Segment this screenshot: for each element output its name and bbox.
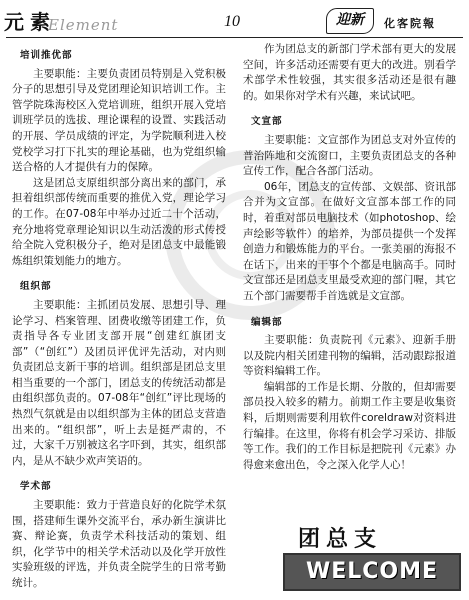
section-paragraph: 编辑部的工作是长期、分散的，但却需要部员投入较多的精力。前期工作主要是收集资料，后期则需要利用软件coreldraw对资料进行编排。在这里，你将有机会学习采访、排版等工作。我们的工作目标是把院刊《元素》办得愈来愈出色，令之深入化学人心！	[243, 380, 456, 471]
header-title-char-1: 元	[4, 10, 24, 34]
section-paragraph: 06年，团总支的宣传部、文娱部、资讯部合并为文宣部。在做好文宣部本部工作的同时，着重对部员电脑技术（如photoshop、绘声绘影等软件）的培养，为部员提供一个发挥创造力和锻炼能力的平台。一张美丽的海报不在话下，出来的干事个个都是电脑高手。同时文宣部还是团总支里最受欢迎的部门喔，其它五个部门需要帮手首选就是文宣部。	[243, 180, 456, 302]
section-paragraph: 主要职能：致力于营造良好的化院学术氛围，搭建师生课外交流平台，承办新生演讲比赛、辩论赛，负责学术科技活动的策划、组织，化学节中的相关学术活动以及化学开放性实验班级的评选，并负责全院学生的日常考勤统计。	[12, 499, 226, 589]
right-column	[243, 42, 456, 473]
page-header	[0, 0, 469, 40]
header-logo: 迎新	[326, 8, 374, 34]
header-title-char-2: 素	[30, 10, 50, 34]
welcome-banner: WELCOME	[283, 553, 461, 591]
header-divider	[6, 37, 463, 38]
section-paragraph: 主要职能：负责院刊《元素》、迎新手册以及院内相关团建刊物的编辑，活动跟踪报道等资料编辑工作。	[243, 334, 456, 378]
header-section-label: 化客院報	[384, 17, 436, 30]
section-paragraph: 这是团总支原组织部分离出来的部门，承担着组织部传统而重要的推优入党，理论学习的工作。在07-08年中举办过近二十个活动，充分地将党章理论知识以生动活泼的形式传授给全院入党积极分子，绝对是团总支中最能锻炼组织策划能力的地方。	[12, 176, 226, 267]
section-title: 编辑部	[251, 316, 283, 328]
page-number: 10	[224, 13, 240, 30]
section-paragraph: 主要职能：主抓团员发展、思想引导、理论学习、档案管理、团费收缴等团建工作，负责指导各专业团支部开展“创建红旗团支部”（“创红”）及团员评优评先活动，对内则负责团总支新干事的培训。组织部是团总支里相当重要的一个部门，团总支的传统活动都是由组织部负责的。07-08年“创红”评比现场的热烈气氛就是由以组织部为主体的团总支营造出来的。“组织部”，听上去是挺严肃的，不过，大家千万别被这名字吓到，其实，组织部内，是从不缺少欢声笑语的。	[12, 298, 226, 467]
left-column	[12, 42, 226, 592]
section-title: 学术部	[20, 481, 52, 493]
section-paragraph: 主要职能：文宣部作为团总支对外宣传的普治阵地和交流窗口，主要负责团总支的各种宣传工作，配合各部门活动。	[243, 133, 456, 178]
header-english-title: Element	[48, 16, 119, 34]
team-title: 团总支	[298, 526, 383, 552]
section-title: 培训推优部	[20, 50, 73, 61]
section-title: 文宣部	[251, 116, 283, 128]
section-paragraph: 作为团总支的新部门学术部有更大的发展空间，许多活动还需要有更大的改进。别看学术部学术性较强，其实很多活动还是很有趣的。如果你对学术有兴趣，来试试吧。	[243, 43, 456, 102]
section-paragraph: 主要职能：主要负责团员特别是入党积极分子的思想引导及党团理论知识培训工作。主管学院珠海校区入党培训班，组织开展入党培训班学员的选拔、理论课程的设置、实践活动的开展、学员成绩的评定，为学院顺利进入校党校学习打下扎实的理论基础，也为党组织输送合格的人才提供有力的保障。	[12, 67, 226, 174]
section-title: 组织部	[20, 281, 52, 293]
